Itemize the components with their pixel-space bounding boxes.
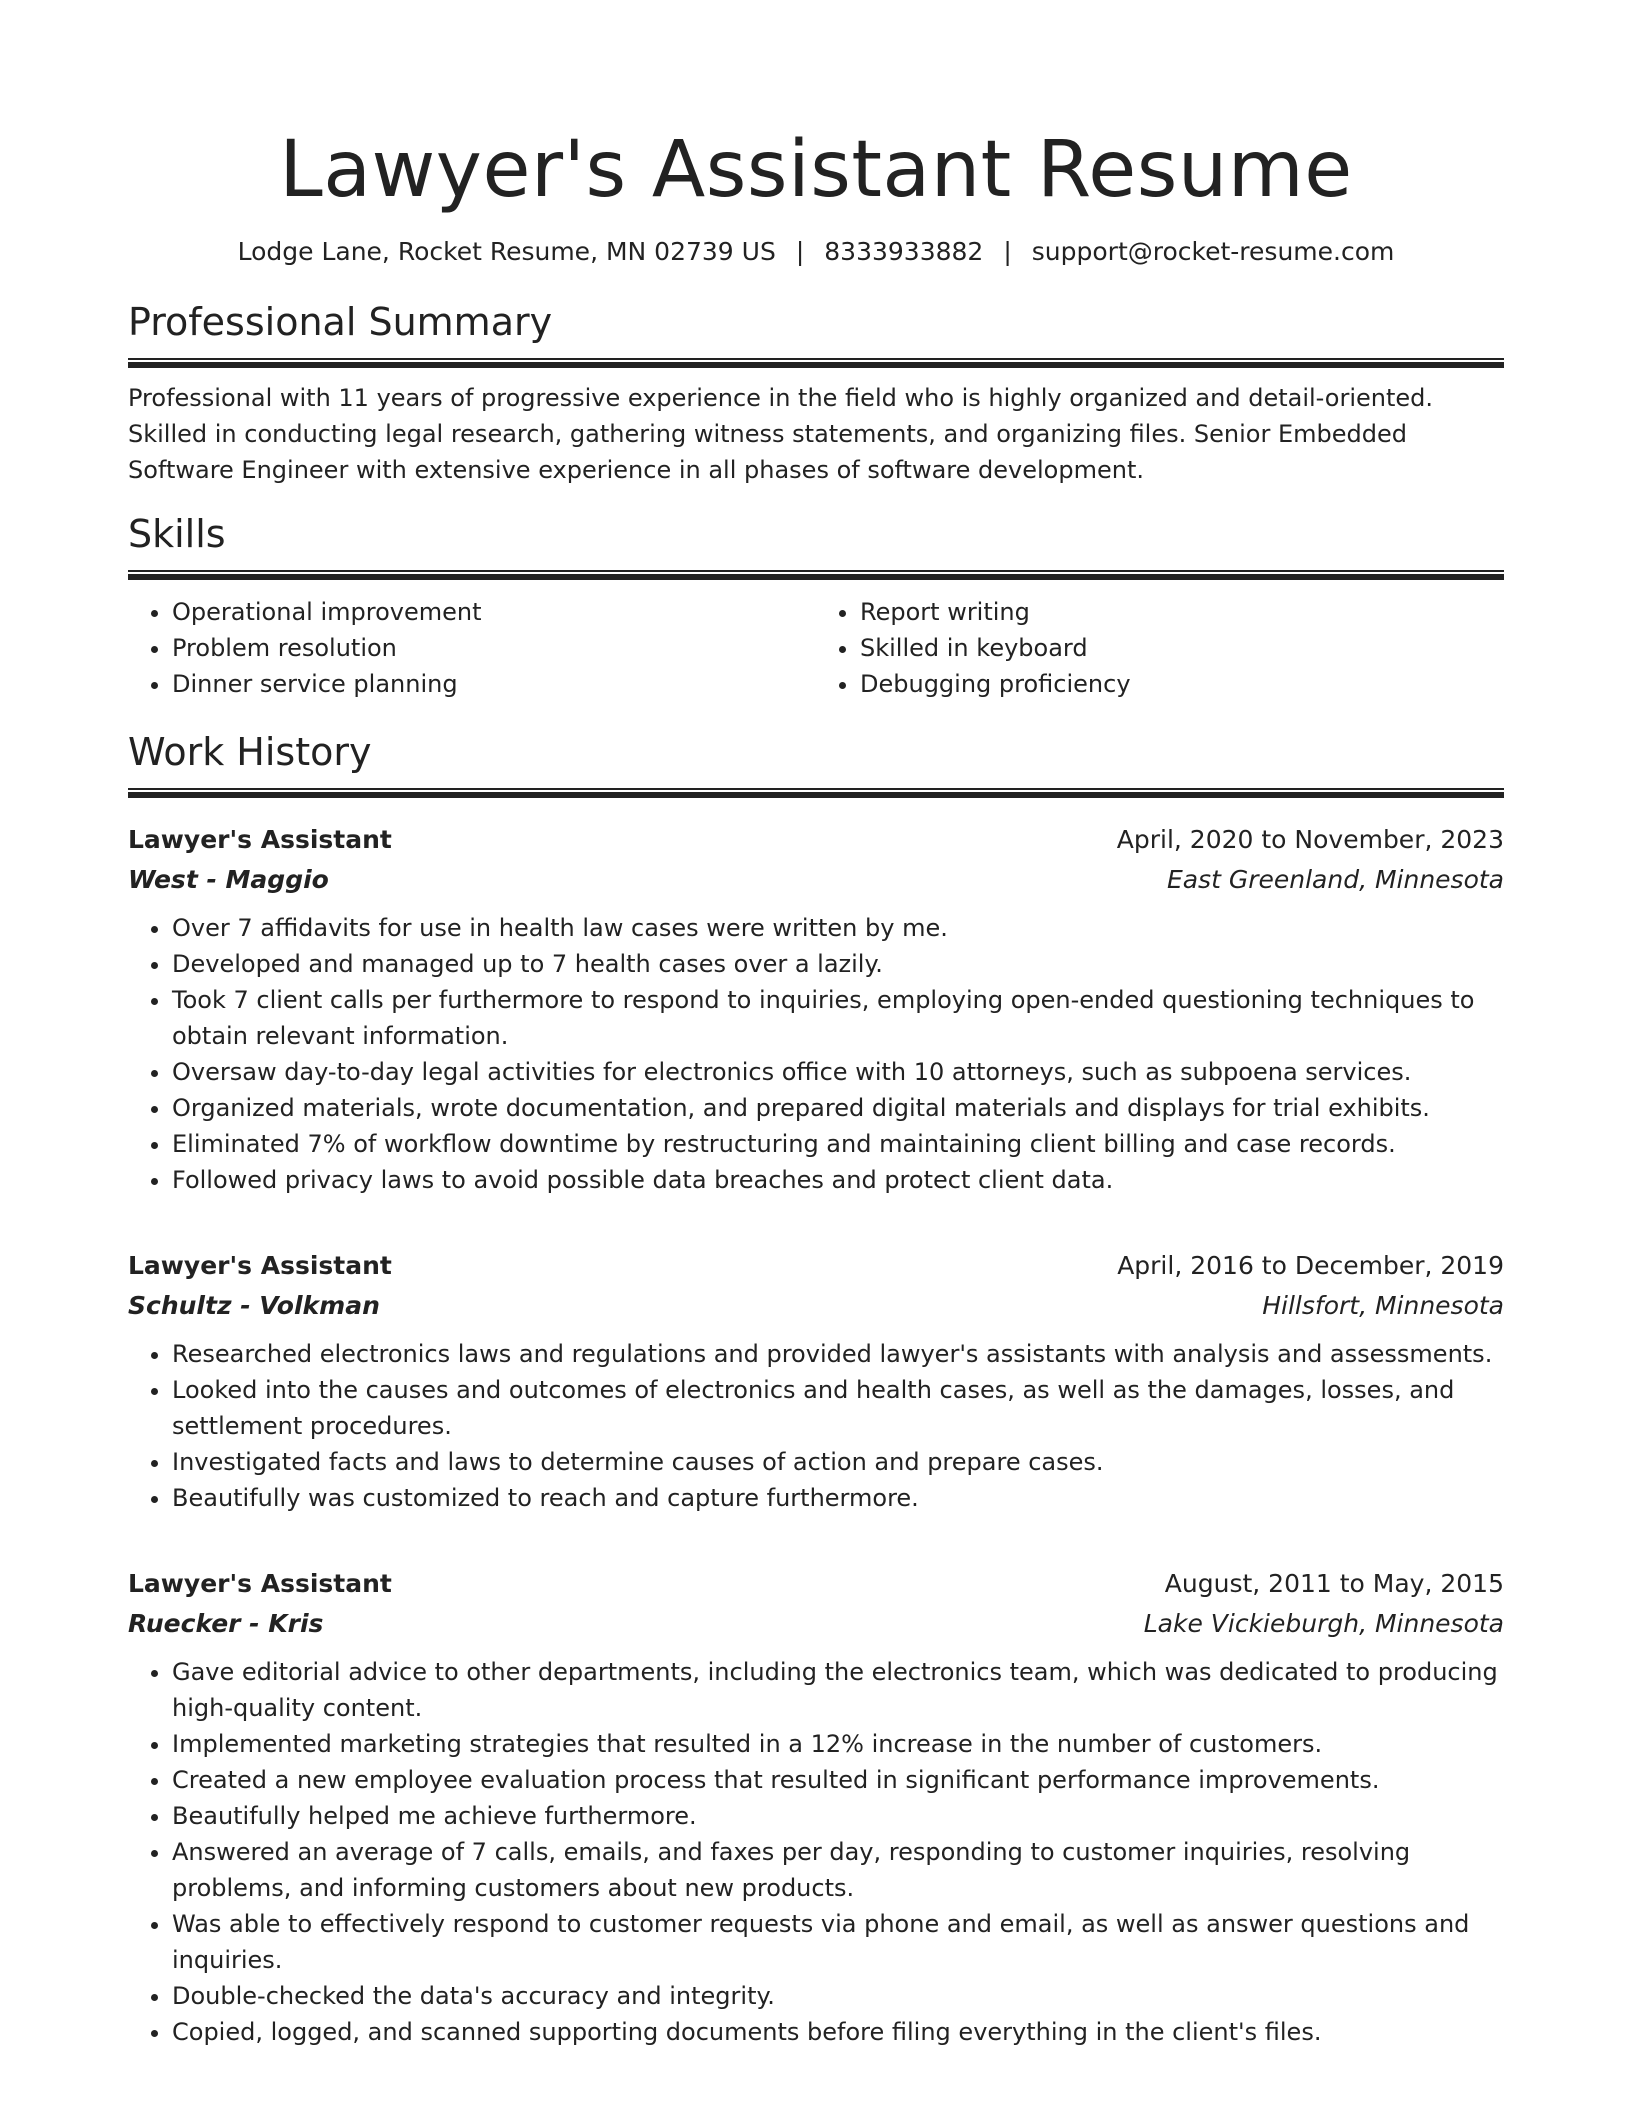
job-dates: August, 2011 to May, 2015 [1164,1569,1504,1598]
job-bullet: • Was able to effectively respond to customer requests via phone and email, as well as answer questions and inquiries. [172,1906,1504,1978]
job-entry [128,1246,1504,1516]
contact-line [128,236,1504,268]
contact-phone: 8333933882 [824,237,984,266]
job-entry [128,1564,1504,2050]
job-bullet: • Eliminated 7% of workflow downtime by restructuring and maintaining client billing and case records. [172,1126,1504,1162]
job-dates: April, 2016 to December, 2019 [1117,1251,1504,1280]
job-location: Lake Vickieburgh, Minnesota [1143,1609,1504,1638]
job-bullet: • Beautifully was customized to reach and capture furthermore. [172,1480,1504,1516]
job-bullet: • Beautifully helped me achieve furthermore. [172,1798,1504,1834]
job-bullets [128,910,1504,1198]
job-bullet: • Gave editorial advice to other departments, including the electronics team, which was dedicated to producing high-quality content. [172,1654,1504,1726]
job-bullet: • Over 7 affidavits for use in health law cases were written by me. [172,910,1504,946]
job-company: Ruecker - Kris [128,1609,324,1638]
section-divider [128,788,1504,798]
section-divider [128,358,1504,368]
job-company: West - Maggio [128,865,329,894]
skills-list-left [128,594,816,702]
job-bullet: • Developed and managed up to 7 health cases over a lazily. [172,946,1504,982]
job-bullet: • Took 7 client calls per furthermore to respond to inquiries, employing open-ended questioning techniques to obtain relevant information. [172,982,1504,1054]
job-dates: April, 2020 to November, 2023 [1116,825,1504,854]
job-title: Lawyer's Assistant [128,1251,392,1280]
job-bullet: • Oversaw day-to-day legal activities for electronics office with 10 attorneys, such as subpoena services. [172,1054,1504,1090]
contact-separator: | [795,237,805,266]
contact-address: Lodge Lane, Rocket Resume, MN 02739 US [237,237,776,266]
job-bullet: • Answered an average of 7 calls, emails, and faxes per day, responding to customer inquiries, resolving problems, and informing customers about new products. [172,1834,1504,1906]
section-divider [128,570,1504,580]
work-history-section [128,728,1504,2050]
job-header [128,820,1504,860]
contact-separator: | [1003,237,1012,266]
work-history-heading: Work History [128,730,372,774]
job-bullet: • Organized materials, wrote documentation, and prepared digital materials and displays for trial exhibits. [172,1090,1504,1126]
skill-item: • Problem resolution [172,630,816,666]
job-subheader [128,1604,1504,1644]
skill-item: • Operational improvement [172,594,816,630]
resume-title: Lawyer's Assistant Resume [279,125,1353,215]
summary-text: Professional with 11 years of progressive experience in the field who is highly organized and detail-oriented. Skilled in conducting legal research, gathering witness statements, and organizing files. Senior Embedded Software Engineer with extensive experience in all phases of software development. [128,384,1433,484]
job-bullet: • Looked into the causes and outcomes of electronics and health cases, as well as the damages, losses, and settlement procedures. [172,1372,1504,1444]
job-subheader [128,860,1504,900]
job-subheader [128,1286,1504,1326]
job-bullet: • Double-checked the data's accuracy and integrity. [172,1978,1504,2014]
job-bullet: • Created a new employee evaluation process that resulted in significant performance improvements. [172,1762,1504,1798]
skills-list-right [816,594,1504,702]
job-entry [128,820,1504,1198]
skills-heading: Skills [128,512,226,556]
job-bullet: • Researched electronics laws and regulations and provided lawyer's assistants with analysis and assessments. [172,1336,1504,1372]
job-header [128,1564,1504,1604]
job-location: East Greenland, Minnesota [1166,865,1504,894]
skill-item: • Dinner service planning [172,666,816,702]
skills-section [128,510,1504,702]
job-bullet: • Copied, logged, and scanned supporting documents before filing everything in the client's files. [172,2014,1504,2050]
summary-section [128,298,1504,488]
job-header [128,1246,1504,1286]
job-bullet: • Implemented marketing strategies that resulted in a 12% increase in the number of customers. [172,1726,1504,1762]
job-bullets [128,1336,1504,1516]
skills-columns [128,594,1504,702]
skill-item: • Skilled in keyboard [860,630,1504,666]
job-bullet: • Investigated facts and laws to determine causes of action and prepare cases. [172,1444,1504,1480]
summary-heading: Professional Summary [128,300,553,344]
contact-email: support@rocket-resume.com [1031,237,1395,266]
skill-item: • Report writing [860,594,1504,630]
job-company: Schultz - Volkman [128,1291,380,1320]
job-bullet: • Followed privacy laws to avoid possible data breaches and protect client data. [172,1162,1504,1198]
job-bullets [128,1654,1504,2050]
job-title: Lawyer's Assistant [128,1569,392,1598]
skill-item: • Debugging proficiency [860,666,1504,702]
job-location: Hillsfort, Minnesota [1262,1291,1504,1320]
job-title: Lawyer's Assistant [128,825,392,854]
